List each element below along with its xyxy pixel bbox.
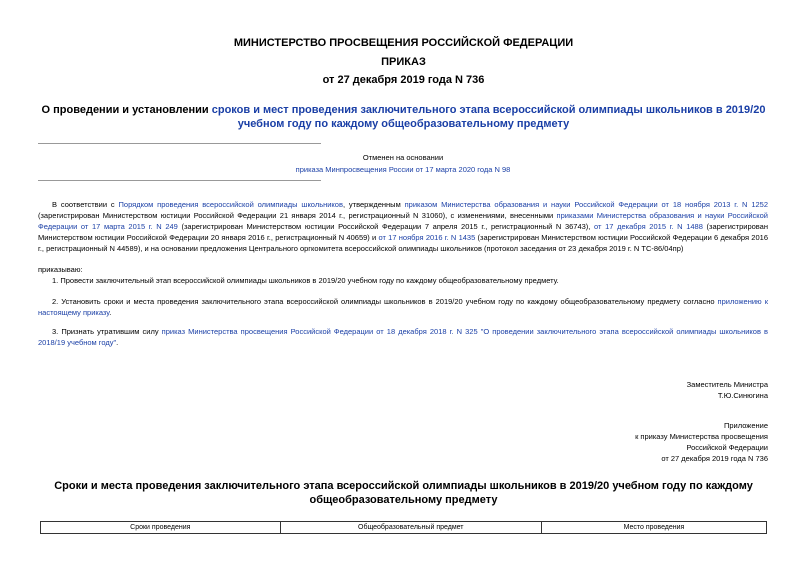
signature-name: Т.Ю.Синюгина [717,391,768,400]
item-2 [38,296,768,318]
preamble-text: (зарегистрирован Министерством юстиции Российской Федерации 6 декабря 2016 г., регистрационный N 44589), и на основании предложения Центрального оргкомитета всероссийской олимпиады школьников (протокол заседания от 23 декабря 2019 г. N ТС-86/04пр) [38,233,768,253]
preamble-text: В соответствии с [52,200,119,209]
preamble-text: , утвержденным [342,200,405,209]
item-2-text: 2. Установить сроки и места проведения заключительного этапа всероссийской олимпиады школьников в 2019/20 учебном году по каждому общеобразовательному предмету согласно [52,297,718,306]
order-249-link[interactable]: приказами Министерства образования и науки Российской Федерации от 17 марта 2015 г. N 249 [38,211,768,231]
item-3-text: 3. Признать утратившим силу [52,327,162,336]
annex-title: Сроки и места проведения заключительного этапа всероссийской олимпиады школьников в 2019/20 учебном году по каждому общеобразовательному предмету [54,480,753,506]
annex-line: от 27 декабря 2019 года N 736 [661,454,768,463]
order-1252-link[interactable]: приказом Министерства образования и науки Российской Федерации от 18 ноября 2013 г. N 1252 [404,200,769,209]
cancellation-text: Отменен на основании [362,153,444,162]
schedule-table [40,521,767,534]
annex-line: к приказу Министерства просвещения [635,432,768,441]
order-date: от 27 декабря 2019 года N 736 [322,74,485,86]
cancellation-link[interactable]: приказа Минпросвещения России от 17 марта 2020 года N 98 [295,165,511,174]
preamble-text: (зарегистрирован Министерством юстиции Российской Федерации 7 апреля 2015 г., регистрационный N 36743), [177,222,595,231]
table-header-row [41,522,767,534]
divider-bottom [38,180,321,181]
item-3-end: . [116,338,119,347]
preamble-paragraph [38,199,768,254]
ministry-heading: МИНИСТЕРСТВО ПРОСВЕЩЕНИЯ РОССИЙСКОЙ ФЕДЕРАЦИИ [233,37,574,49]
order-word: приказываю: [38,265,83,274]
order-heading: ПРИКАЗ [381,56,426,68]
header-dates: Сроки проведения [41,522,281,534]
order-1488-link[interactable]: от 17 декабря 2015 г. N 1488 [594,222,703,231]
document-title [40,103,767,131]
item-1: 1. Провести заключительный этап всероссийской олимпиады школьников в 2019/20 учебном году по каждому общеобразовательному предмету. [52,276,559,285]
title-prefix: О проведении и установлении [41,104,212,116]
annex-link[interactable]: приложению к настоящему приказу [38,297,768,317]
annex-line: Российской Федерации [686,443,768,452]
divider-top [38,143,321,144]
item-3 [38,326,768,348]
order-1435-link[interactable]: от 17 ноября 2016 г. N 1435 [378,233,476,242]
header-place: Место проведения [541,522,766,534]
preamble-text: (зарегистрирован Министерством юстиции Российской Федерации 21 января 2014 г., регистрационный N 31060), с изменениями, внесенными [38,211,557,220]
order-325-link[interactable]: приказ Министерства просвещения Российской Федерации от 18 декабря 2018 г. N 325 "О проведении заключительного этапа всероссийской олимпиады школьников в 2018/19 учебном году" [38,327,769,347]
annex-block [468,420,768,464]
cancellation-note [38,152,768,176]
procedure-link[interactable]: Порядком проведения всероссийской олимпиады школьников [118,200,343,209]
preamble-text: (зарегистрирован Министерством юстиции Российской Федерации 20 января 2016 г., регистрационный N 40659) и [38,222,768,242]
annex-line: Приложение [724,421,768,430]
item-2-end: . [109,308,112,317]
header-subject: Общеобразовательный предмет [280,522,541,534]
title-link[interactable]: сроков и мест проведения заключительного этапа всероссийской олимпиады школьников в 2019/20 учебном году по каждому общеобразовательному предмету [211,104,766,130]
signature-block [468,379,768,401]
signature-position: Заместитель Министра [686,380,768,389]
